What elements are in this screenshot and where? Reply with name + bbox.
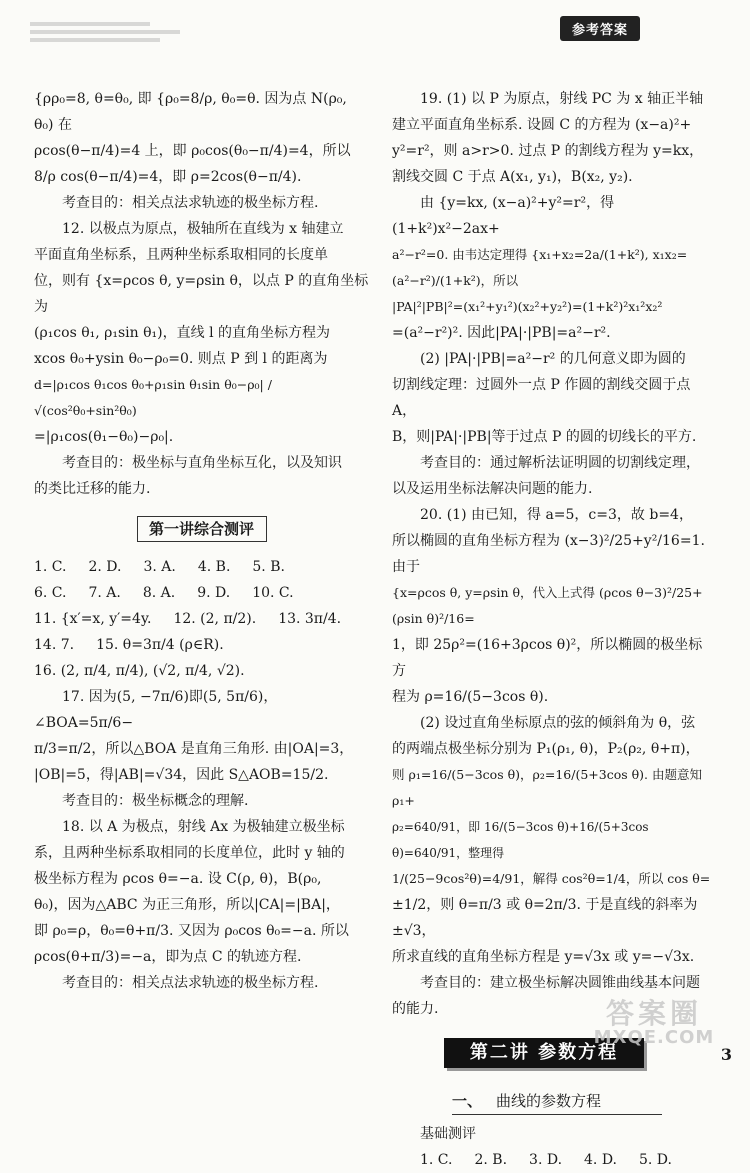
section-number: 一、 xyxy=(452,1092,483,1110)
problem-20: 20. (1) 由已知，得 a=5，c=3，故 b=4， xyxy=(420,507,693,523)
answer-item: 3. A. xyxy=(143,559,176,575)
problem-17: 17. 因为(5, −7π/6)即(5, 5π/6)，∠BOA=5π/6− xyxy=(34,689,278,731)
text-line: 建立平面直角坐标系. 设圆 C 的方程为 (x−a)²+ xyxy=(392,117,692,133)
text-line: 的类比迁移的能力. xyxy=(34,481,151,497)
text-line: {ρρ₀=8, θ=θ₀, 即 {ρ₀=8/ρ, θ₀=θ. 因为点 N(ρ₀, θ₀) 在 xyxy=(34,91,347,133)
watermark-logo xyxy=(584,997,724,1062)
problem-19: 19. (1) 以 P 为原点，射线 PC 为 x 轴正半轴 xyxy=(420,91,704,107)
text-line: =|ρ₁cos(θ₁−θ₀)−ρ₀|. xyxy=(34,429,174,445)
text-line: xcos θ₀+ysin θ₀−ρ₀=0. 则点 P 到 l 的距离为 xyxy=(34,351,328,367)
section-box-title: 第一讲综合测评 xyxy=(137,516,267,542)
answer-row xyxy=(34,580,369,606)
text-line: =(a²−r²)². 因此|PA|·|PB|=a²−r². xyxy=(392,325,611,341)
exam-purpose: 考查目的：极坐标与直角坐标互化，以及知识 xyxy=(62,455,342,471)
watermark-url: MXQE.COM xyxy=(593,1027,715,1048)
answer-key-badge: 参考答案 xyxy=(560,16,640,41)
header-logo-strip xyxy=(30,18,200,60)
answer-item: 1. C. xyxy=(420,1152,453,1168)
vieta-line: a²−r²=0. 由韦达定理得 {x₁+x₂=2a/(1+k²), x₁x₂=(a²−r²)/(1+k²)，所以 xyxy=(392,247,688,288)
text-line: ρcos(θ+π/3)=−a，即为点 C 的轨迹方程. xyxy=(34,949,302,965)
answer-item: 16. (2, π/4, π/4), (√2, π/4, √2). xyxy=(34,663,245,679)
problem-12: 12. 以极点为原点，极轴所在直线为 x 轴建立 xyxy=(62,221,344,237)
watermark-text: 答案圈 xyxy=(605,997,702,1030)
text-line: 1，即 25ρ²=(16+3ρcos θ)²，所以椭圆的极坐标方 xyxy=(392,637,703,679)
text-line: (ρ₁cos θ₁, ρ₁sin θ₁)，直线 l 的直角坐标方程为 xyxy=(34,325,331,341)
text-line: π/3=π/2，所以△BOA 是直角三角形. 由|OA|=3， xyxy=(34,741,354,757)
answer-item: 10. C. xyxy=(252,585,294,601)
answer-item: 3. D. xyxy=(529,1152,563,1168)
answer-row xyxy=(420,1147,714,1173)
answer-item: 15. θ=3π/4 (ρ∈R). xyxy=(96,637,224,653)
exam-purpose: 考查目的：通过解析法证明圆的切割线定理， xyxy=(420,455,700,471)
problem-18: 18. 以 A 为极点，射线 Ax 为极轴建立极坐标 xyxy=(62,819,345,835)
answer-item: 14. 7. xyxy=(34,637,75,653)
text-line: 即 ρ₀=ρ，θ₀=θ+π/3. 又因为 ρ₀cos θ₀=−a. 所以 xyxy=(34,923,349,939)
text-line: |OB|=5，得|AB|=√34，因此 S△AOB=15/2. xyxy=(34,767,329,783)
text-line: |PA|²|PB|²=(x₁²+y₁²)(x₂²+y₂²)=(1+k²)²x₁²x₂² xyxy=(392,299,663,314)
chapter-banner: 第二讲 参数方程 xyxy=(444,1038,644,1068)
text-line: θ₀)，因为△ABC 为正三角形，所以|CA|=|BA|， xyxy=(34,897,340,913)
text-line: 割线交圆 C 于点 A(x₁, y₁)，B(x₂, y₂). xyxy=(392,169,633,185)
answer-item: 8. A. xyxy=(142,585,176,601)
subsection-label: 基础测评 xyxy=(420,1126,476,1142)
answer-item: 4. B. xyxy=(197,559,231,575)
answer-item: 13. 3π/4. xyxy=(278,611,342,627)
answer-item: 2. D. xyxy=(88,559,122,575)
answer-item: 5. B. xyxy=(252,559,285,575)
section-heading xyxy=(452,1088,662,1115)
exam-purpose: 考查目的：相关点法求轨迹的极坐标方程. xyxy=(62,975,319,991)
answer-item: 2. B. xyxy=(474,1152,508,1168)
text-line: 切割线定理：过圆外一点 P 作圆的割线交圆于点 A， xyxy=(392,377,691,419)
text-line: 极坐标方程为 ρcos θ=−a. 设 C(ρ, θ)，B(ρ₀, xyxy=(34,871,322,887)
text-line: 所求直线的直角坐标方程是 y=√3x 或 y=−√3x. xyxy=(392,949,695,965)
text-line: ρ₂=640/91，即 16/(5−3cos θ)+16/(5+3cos θ)=640/91，整理得 xyxy=(392,820,649,860)
answer-item: 1. C. xyxy=(34,559,67,575)
text-line: 8/ρ cos(θ−π/4)=4，即 ρ=2cos(θ−π/4). xyxy=(34,169,302,185)
text-line: 平面直角坐标系，且两种坐标系取相同的长度单 xyxy=(34,247,328,263)
page-number: 3 xyxy=(720,1045,732,1064)
exam-purpose: 考查目的：相关点法求轨迹的极坐标方程. xyxy=(62,195,319,211)
text-line: {x=ρcos θ, y=ρsin θ，代入上式得 (ρcos θ−3)²/25+(ρsin θ)²/16= xyxy=(392,585,703,626)
distance-formula: d=|ρ₁cos θ₁cos θ₀+ρ₁sin θ₁sin θ₀−ρ₀| / √(cos²θ₀+sin²θ₀) xyxy=(34,377,272,418)
text-line: 以及运用坐标法解决问题的能力. xyxy=(392,481,593,497)
section-title: 曲线的参数方程 xyxy=(496,1092,602,1110)
text-line: B，则|PA|·|PB|等于过点 P 的圆的切线长的平方. xyxy=(392,429,697,445)
text-line: ±1/2，则 θ=π/3 或 θ=2π/3. 于是直线的斜率为±√3， xyxy=(392,897,698,939)
exam-purpose: 考查目的：极坐标概念的理解. xyxy=(62,793,249,809)
exam-purpose: 考查目的：建立极坐标解决圆锥曲线基本问题 xyxy=(420,975,700,991)
text-line: 的能力. xyxy=(392,1001,439,1017)
answer-row xyxy=(34,632,369,658)
text-line: 则 ρ₁=16/(5−3cos θ)，ρ₂=16/(5+3cos θ). 由题意知 ρ₁+ xyxy=(392,767,702,808)
text-line: 的两端点极坐标分别为 P₁(ρ₁, θ)，P₂(ρ₂, θ+π)， xyxy=(392,741,700,757)
answer-item: 11. {x′=x, y′=4y. xyxy=(34,611,152,627)
answer-row xyxy=(34,606,369,632)
answer-item: 4. D. xyxy=(584,1152,617,1168)
answer-item: 5. D. xyxy=(639,1152,672,1168)
text-line: ρcos(θ−π/4)=4 上，即 ρ₀cos(θ₀−π/4)=4，所以 xyxy=(34,143,351,159)
text-line: 1/(25−9cos²θ)=4/91，解得 cos²θ=1/4，所以 cos θ= xyxy=(392,871,711,886)
answer-item: 9. D. xyxy=(197,585,231,601)
left-column xyxy=(34,86,369,996)
text-line: y²=r²，则 a>r>0. 过点 P 的割线方程为 y=kx， xyxy=(392,143,704,159)
text-line: (2) 设过直角坐标原点的弦的倾斜角为 θ，弦 xyxy=(420,715,696,731)
answer-item: 7. A. xyxy=(88,585,121,601)
answer-item: 12. (2, π/2). xyxy=(173,611,257,627)
text-line: 系，且两种坐标系取相同的长度单位，此时 y 轴的 xyxy=(34,845,345,861)
text-line: 程为 ρ=16/(5−3cos θ). xyxy=(392,689,549,705)
answer-row xyxy=(34,658,369,684)
text-line: (2) |PA|·|PB|=a²−r² 的几何意义即为圆的 xyxy=(420,351,686,367)
answer-item: 6. C. xyxy=(34,585,67,601)
text-line: 由 {y=kx, (x−a)²+y²=r²，得 (1+k²)x²−2ax+ xyxy=(392,195,615,237)
text-line: 位，则有 {x=ρcos θ, y=ρsin θ，以点 P 的直角坐标为 xyxy=(34,273,369,315)
answer-row xyxy=(34,554,369,580)
text-line: 所以椭圆的直角坐标方程为 (x−3)²/25+y²/16=1. 由于 xyxy=(392,533,705,575)
